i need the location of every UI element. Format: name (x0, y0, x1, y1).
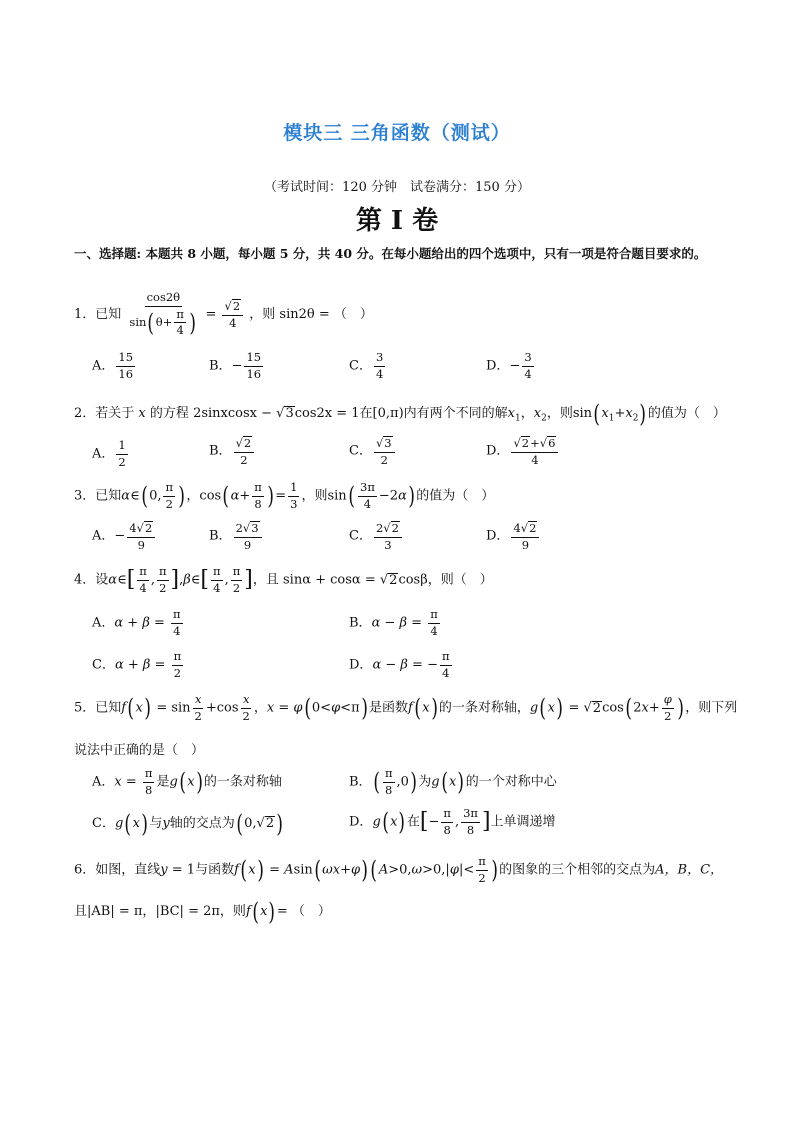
q5-option-a[interactable]: A．x = $\frac{\pi}{8}$ 是g(x)的一条对称轴 (92, 766, 282, 797)
q2-option-a[interactable]: A． $\frac{1}{2}$ (92, 438, 126, 469)
q1-option-a[interactable]: A． $\frac{15}{16}$ (92, 350, 134, 381)
q4-option-d[interactable]: D．α − β = − $\frac{\pi}{4}$ (349, 649, 450, 680)
question-2: 2．若关于 x 的方程 2sinxcosx − √3cos2x = 1在[0,π)内有两个不同的解$x_1$，$x_2$，则$\sin(x_1+x_2)$的值为（ ） (74, 399, 726, 428)
q1-option-d[interactable]: D．− $\frac{3}{4}$ (486, 350, 532, 381)
page-title: 模块三 三角函数（测试） (283, 122, 511, 144)
section-instruction: 一、选择题: 本题共 8 小题，每小题 5 分，共 40 分。在每小题给出的四个选项中，只有一项是符合题目要求的。 (74, 246, 707, 261)
q5-option-b[interactable]: B．( $\frac{\pi}{8}$ ,0)为g(x)的一个对称中心 (349, 766, 557, 797)
q1-option-b[interactable]: B．− $\frac{15}{16}$ (209, 350, 262, 381)
q2-option-d[interactable]: D． $\frac{√2+√6}{4}$ (486, 436, 560, 466)
question-1: 1．已知 cos2θ sin(θ+ $\frac{\pi}{4}$ ) = $\frac{√2}{4}$ ，则 sin2θ = （ ） (74, 290, 373, 337)
q4-option-b[interactable]: B．α − β = $\frac{\pi}{4}$ (349, 607, 438, 638)
q1-option-c[interactable]: C． $\frac{3}{4}$ (349, 350, 384, 381)
part-heading: 第 I 卷 (355, 206, 439, 236)
q3-option-c[interactable]: C． $\frac{2√2}{3}$ (349, 521, 404, 551)
question-5: 5．已知f(x) = sin $\frac{x}{2}$ +cos $\frac{x}{2}$ ，x = φ(0<φ<π)是函数f(x)的一条对称轴，g(x) = √2cos(2x+ $\frac{\varphi}{2}$ )，则下列 (74, 692, 738, 723)
q3-option-b[interactable]: B． $\frac{2√3}{9}$ (209, 521, 264, 551)
q6-line2: 且|AB| = π，|BC| = 2π，则f(x)= （ ） (74, 897, 331, 926)
q3-option-d[interactable]: D． $\frac{4√2}{9}$ (486, 521, 541, 551)
q3-option-a[interactable]: A．− $\frac{4√2}{9}$ (92, 521, 157, 551)
question-6: 6．如图，直线y = 1与函数f(x) = Asin(ωx+φ) (A>0,ω>0,|φ|< $\frac{\pi}{2}$ )的图象的三个相邻的交点为A，B，C， (74, 854, 724, 885)
q4-option-a[interactable]: A．α + β = $\frac{\pi}{4}$ (92, 607, 181, 638)
exam-info: （考试时间：120 分钟 试卷满分：150 分） (264, 180, 530, 195)
question-3: 3．已知α∈(0, $\frac{\pi}{2}$ )，cos(α+ $\frac{\pi}{8}$ )= $\frac{1}{3}$ ，则sin( $\frac{3\pi}{4}$ −2α)的值为（ ） (74, 480, 495, 511)
q4-option-c[interactable]: C．α + β = $\frac{\pi}{2}$ (92, 649, 182, 680)
q5-option-d[interactable]: D．g(x)在[− $\frac{\pi}{8}$ , $\frac{3\pi}{8}$ ]上单调递增 (349, 806, 556, 837)
q5-line2: 说法中正确的是（ ） (74, 743, 205, 758)
question-4: 4．设α∈[ $\frac{\pi}{4}$ , $\frac{\pi}{2}$ ],β∈[ $\frac{\pi}{4}$ , $\frac{\pi}{2}$ ]，且 sinα + cosα = √2cosβ，则（ ） (74, 564, 493, 595)
q2-option-b[interactable]: B． $\frac{√2}{2}$ (209, 436, 256, 466)
q5-option-c[interactable]: C．g(x)与y轴的交点为(0,√2 ) (92, 809, 284, 838)
q2-option-c[interactable]: C． $\frac{√3}{2}$ (349, 436, 397, 466)
